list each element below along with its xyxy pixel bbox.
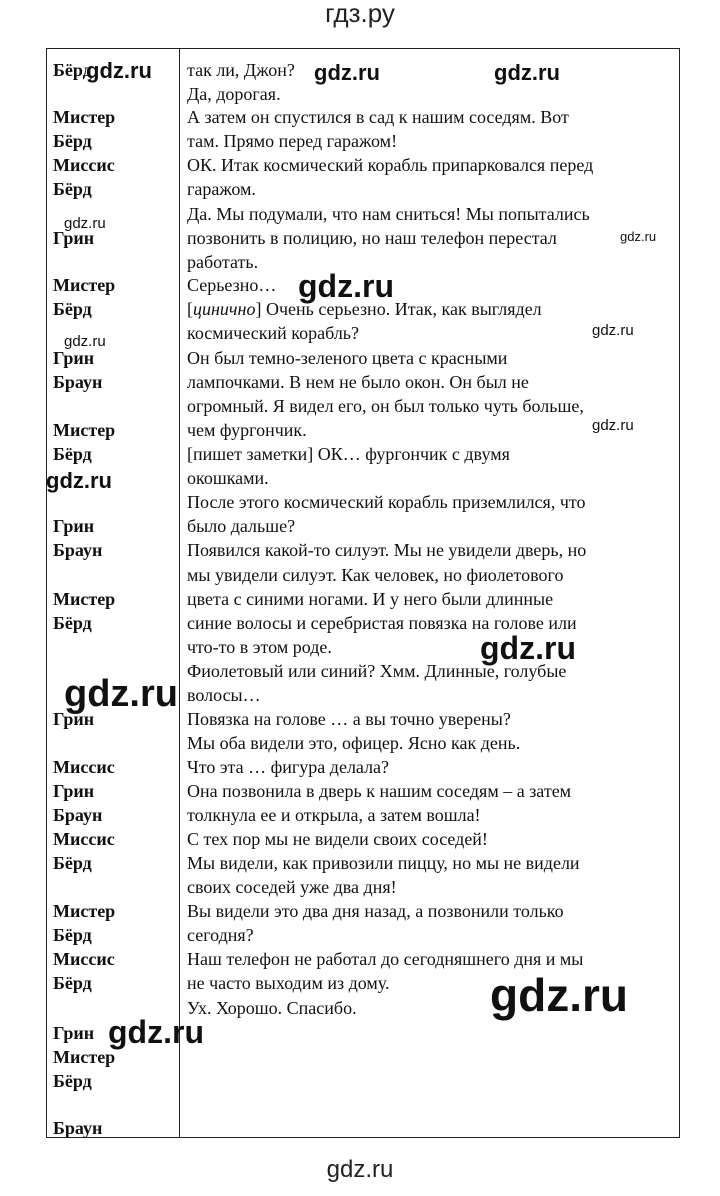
dialogue-line: синие волосы и серебристая повязка на голове или — [187, 613, 577, 633]
speaker-name: Миссис — [53, 155, 115, 175]
dialogue-line: так ли, Джон? — [187, 60, 295, 80]
dialogue-line: гаражом. — [187, 179, 256, 199]
watermark: gdz.ru — [490, 969, 628, 1021]
dialogue-line: лампочками. В нем не было окон. Он был не — [187, 372, 529, 392]
watermark: gdz.ru — [108, 1014, 204, 1050]
bracket-open: [ — [187, 299, 193, 319]
dialogue-line: работать. — [187, 252, 259, 272]
dialogue-line: Появился какой-то силуэт. Мы не увидели дверь, но — [187, 540, 587, 560]
watermark: gdz.ru — [86, 58, 152, 83]
speaker-name: Грин — [53, 709, 95, 729]
dialogue-line: окошками. — [187, 468, 269, 488]
watermark: gdz.ru — [620, 229, 657, 244]
speaker-name: Мистер — [53, 107, 116, 127]
dialogue-line: волосы… — [187, 685, 261, 705]
speaker-name: Мистер — [53, 275, 116, 295]
watermark: gdz.ru — [494, 60, 560, 85]
dialogue-line: своих соседей уже два дня! — [187, 877, 397, 897]
speaker-name: Бёрд — [53, 299, 92, 319]
speaker-name: Мистер — [53, 1047, 116, 1067]
speaker-name: Бёрд — [53, 444, 92, 464]
dialogue-line: чем фургончик. — [187, 420, 307, 440]
speaker-name: Бёрд — [53, 179, 92, 199]
watermark: gdz.ru — [298, 268, 394, 304]
speaker-name: Браун — [53, 1118, 103, 1138]
dialogue-line: было дальше? — [187, 516, 296, 536]
dialogue-line: что-то в этом роде. — [187, 637, 332, 657]
stage-direction: цинично — [193, 299, 256, 319]
line-rest: ] Очень серьезно. Итак, как выглядел — [255, 299, 542, 319]
dialogue-line: Наш телефон не работал до сегодняшнего дня и мы — [187, 949, 584, 969]
speaker-name: Мистер — [53, 589, 116, 609]
dialogue-line: Она позвонила в дверь к нашим соседям – а затем — [187, 781, 572, 801]
speaker-name: Бёрд — [53, 925, 92, 945]
watermark: gdz.ru — [46, 468, 112, 493]
dialogue-line: мы увидели силуэт. Как человек, но фиолетового — [187, 565, 564, 585]
site-header: гдз.ру — [325, 0, 395, 28]
speaker-name: Браун — [53, 372, 103, 392]
speaker-name: Миссис — [53, 949, 115, 969]
dialogue-line: космический корабль? — [187, 323, 359, 343]
speaker-name: Грин — [53, 348, 95, 368]
speaker-name: Грин — [53, 228, 95, 248]
dialogue-line: позвонить в полицию, но наш телефон перестал — [187, 228, 557, 248]
dialogue-line: С тех пор мы не видели своих соседей! — [187, 829, 488, 849]
dialogue-line: Он был темно-зеленого цвета с красными — [187, 348, 508, 368]
speaker-name: Бёрд — [53, 853, 92, 873]
dialogue-line: Фиолетовый или синий? Хмм. Длинные, голубые — [187, 661, 567, 681]
dialogue-line: Мы оба видели это, офицер. Ясно как день. — [187, 733, 521, 753]
dialogue-line: ОК. Итак космический корабль припарковался перед — [187, 155, 594, 175]
speaker-name: Грин — [53, 516, 95, 536]
speaker-name: Грин — [53, 781, 95, 801]
watermark: gdz.ru — [314, 60, 380, 85]
speaker-name: Бёрд — [53, 1071, 92, 1091]
dialogue-line: Что эта … фигура делала? — [187, 757, 390, 777]
dialogue-line: Вы видели это два дня назад, а позвонили только — [187, 901, 564, 921]
speaker-name: Бёрд — [53, 613, 92, 633]
speaker-name: Мистер — [53, 901, 116, 921]
dialogue-line: не часто выходим из дому. — [187, 973, 390, 993]
speaker-name: Бёрд — [53, 60, 92, 80]
dialogue-line: Повязка на голове … а вы точно уверены? — [187, 709, 511, 729]
dialogue-line: Мы видели, как привозили пиццу, но мы не видели — [187, 853, 580, 873]
column-divider — [179, 48, 180, 1138]
dialogue-line: Ух. Хорошо. Спасибо. — [187, 998, 357, 1018]
speaker-name: Миссис — [53, 829, 115, 849]
speaker-name: Браун — [53, 540, 103, 560]
dialogue-line: [пишет заметки] ОК… фургончик с двумя — [187, 444, 510, 464]
dialogue-line: Серьезно… — [187, 275, 277, 295]
dialogue-line: огромный. Я видел его, он был только чуть больше, — [187, 396, 584, 416]
speaker-name: Бёрд — [53, 131, 92, 151]
dialogue-line: После этого космический корабль приземлился, что — [187, 492, 586, 512]
speaker-name: Браун — [53, 805, 103, 825]
speaker-name: Мистер — [53, 420, 116, 440]
dialogue-line: Да, дорогая. — [187, 84, 281, 104]
watermark: gdz.ru — [64, 333, 106, 350]
watermark: gdz.ru — [64, 215, 106, 232]
watermark: gdz.ru — [592, 322, 634, 339]
dialogue-line: толкнула ее и открыла, а затем вошла! — [187, 805, 481, 825]
speaker-name: Бёрд — [53, 973, 92, 993]
dialogue-line: цвета с синими ногами. И у него были длинные — [187, 589, 554, 609]
dialogue-line: сегодня? — [187, 925, 254, 945]
speaker-name: Миссис — [53, 757, 115, 777]
watermark: gdz.ru — [64, 673, 178, 715]
site-footer: gdz.ru — [326, 1156, 394, 1183]
watermark: gdz.ru — [480, 630, 576, 666]
dialogue-line: А затем он спустился в сад к нашим соседям. Вот — [187, 107, 569, 127]
watermark: gdz.ru — [592, 417, 634, 434]
dialogue-line: там. Прямо перед гаражом! — [187, 131, 398, 151]
speaker-name: Грин — [53, 1023, 95, 1043]
dialogue-line: Да. Мы подумали, что нам сниться! Мы попытались — [187, 204, 590, 224]
